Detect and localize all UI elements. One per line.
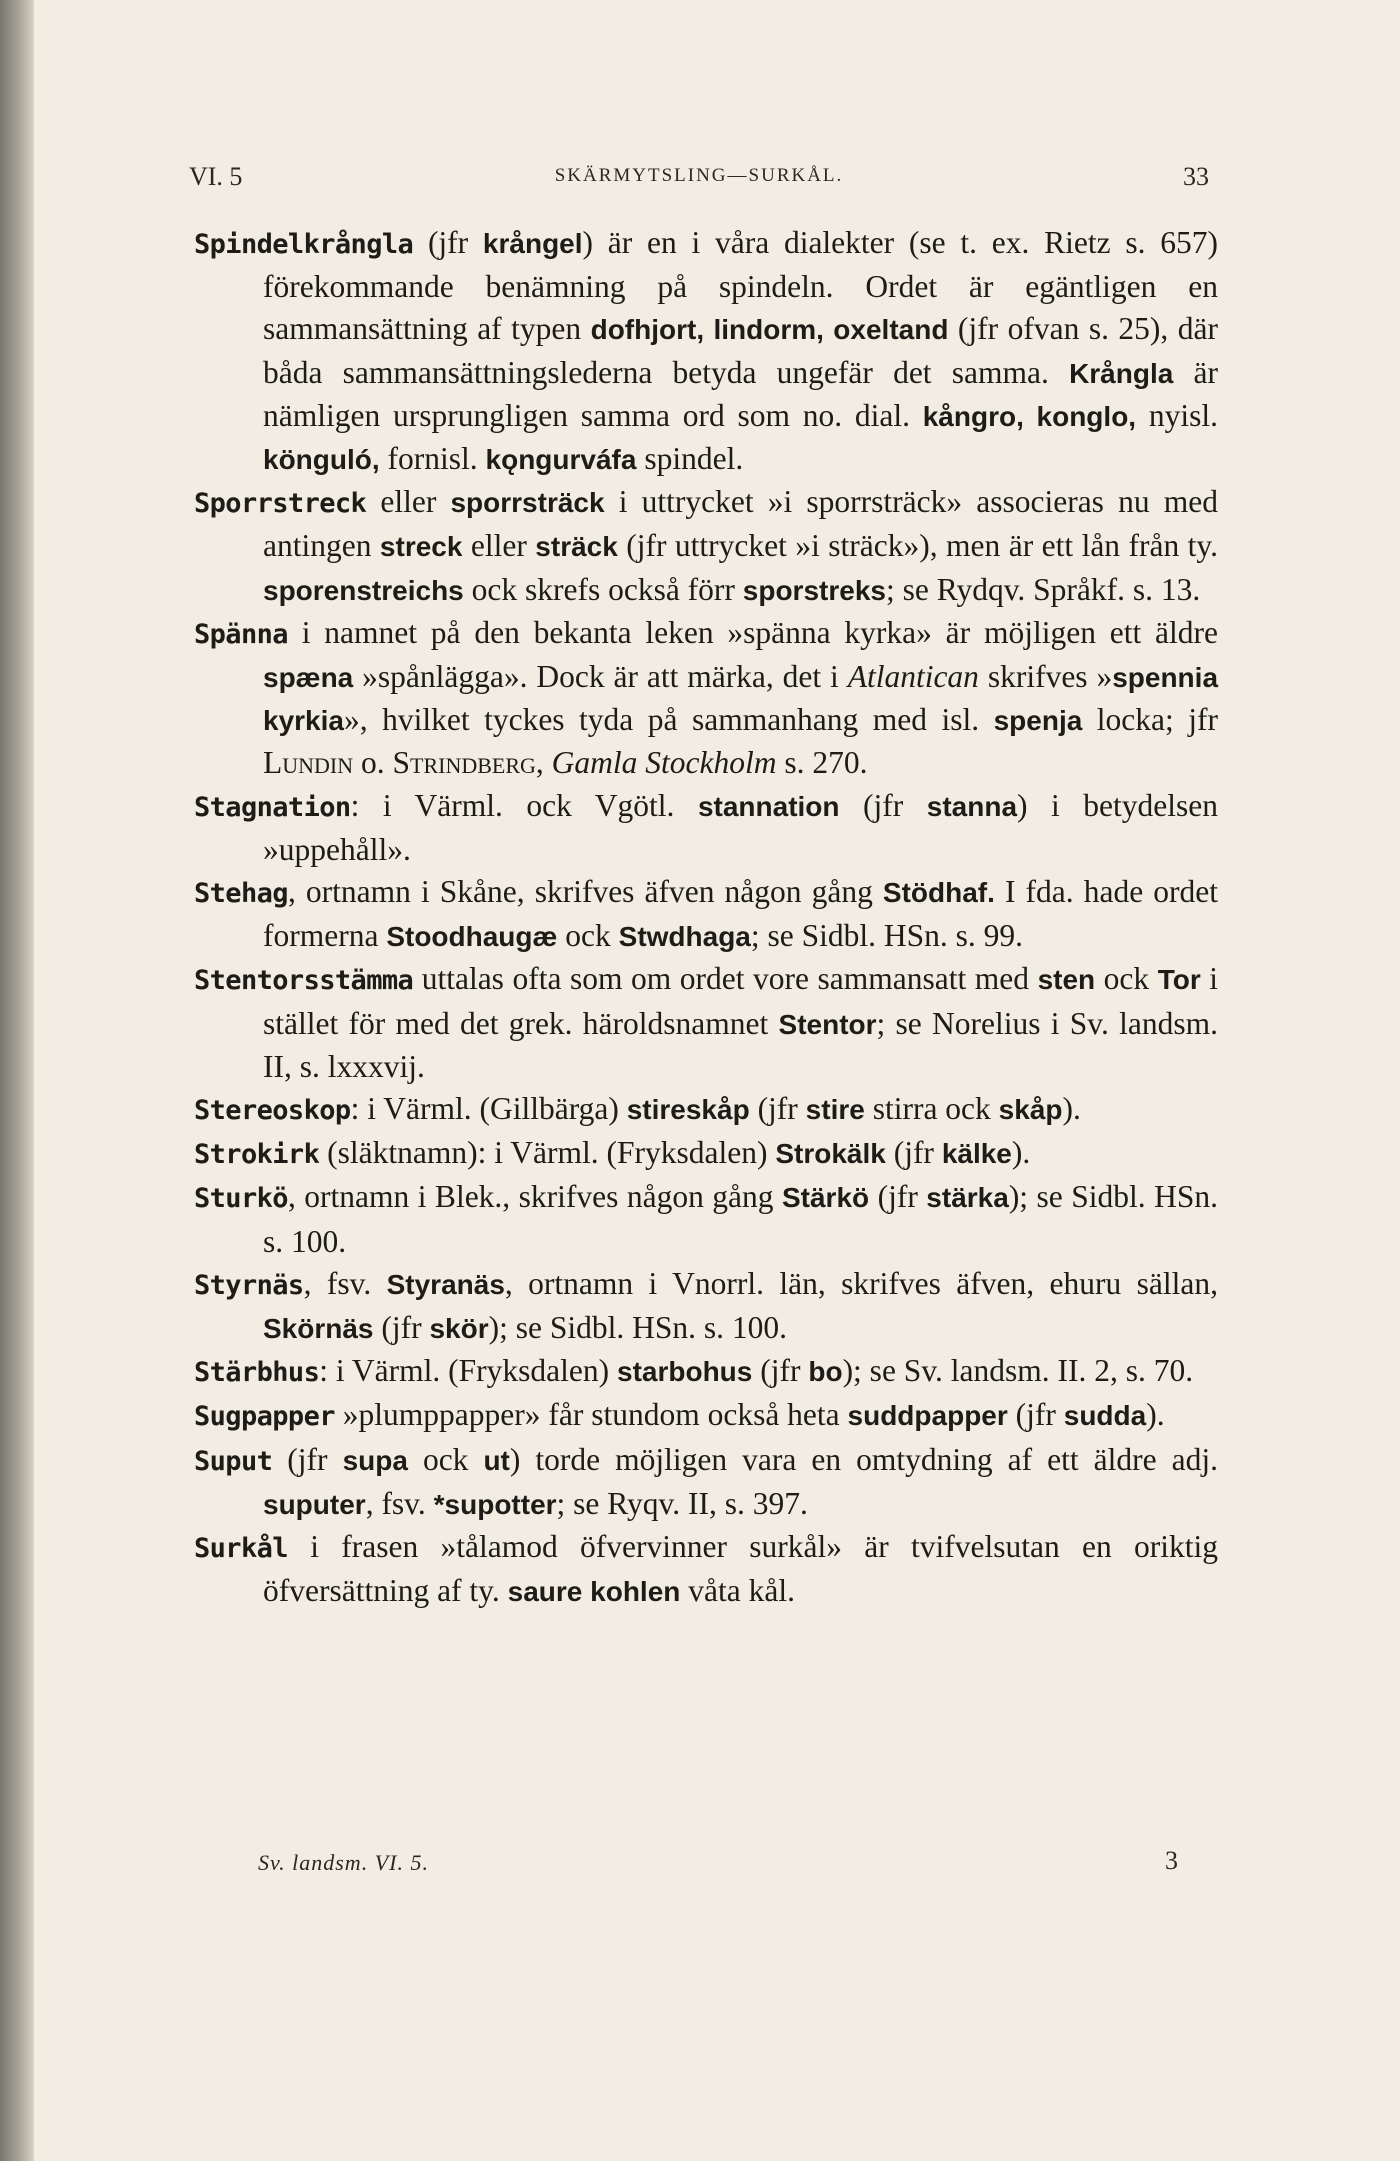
entry-text: ). [1011, 1135, 1031, 1171]
entry-text: fornisl. [379, 441, 486, 477]
cited-form: stireskåp [626, 1094, 750, 1126]
entry-text: », hvilket tyckes tyda på sammanhang med isl. [343, 702, 994, 738]
entry-text: , fsv. [365, 1485, 434, 1521]
running-header [189, 162, 1209, 202]
cited-form: sporrsträck [450, 487, 605, 519]
cited-form: starbohus [617, 1356, 753, 1388]
entry-text: Strindberg [392, 745, 536, 781]
dictionary-entry [194, 785, 1218, 871]
dictionary-entry [194, 612, 1218, 785]
header-title: SKÄRMYTSLING—SURKÅL. [554, 165, 844, 186]
entry-text: : i Värml. (Fryksdalen) [319, 1353, 617, 1389]
cited-form: saure kohlen [507, 1576, 681, 1608]
entry-text: locka; jfr [1082, 702, 1218, 738]
entry-text: i uttrycket »i sporrsträck» associeras nu med antingen [263, 484, 1218, 564]
cited-form: suputer [263, 1488, 366, 1520]
dictionary-entry [194, 1176, 1218, 1262]
cited-form: stanna [926, 790, 1018, 822]
cited-form: sudda [1063, 1400, 1147, 1432]
entry-text: (jfr [885, 1135, 942, 1171]
entry-text: ; se Rydqv. Språkf. s. 13. [885, 571, 1201, 607]
cited-form: Stoodhaugæ [386, 921, 558, 953]
entry-text: ); se Sv. landsm. II. 2, s. 70. [842, 1353, 1194, 1389]
cited-form: spæna [263, 662, 354, 694]
entry-text: , ortnamn i Vnorrl. län, skrifves äfven, ehuru sällan, [504, 1265, 1219, 1301]
cited-form: könguló, [263, 444, 380, 476]
dictionary-entry [194, 1132, 1218, 1176]
entry-text: våta kål. [680, 1573, 795, 1609]
entry-headword: Sporrstreck [194, 488, 367, 520]
entry-text: eller [366, 484, 451, 520]
signature-mark: Sv. landsm. VI. 5. [258, 1850, 429, 1875]
dictionary-entry [194, 222, 1218, 481]
cited-form: supa [342, 1444, 408, 1476]
entry-text: , ortnamn i Skåne, skrifves äfven någon gång [287, 874, 883, 910]
entry-headword: Spänna [194, 618, 288, 650]
cited-form: spennia kyrkia [263, 662, 1219, 737]
entry-text: i stället för med det grek. häroldsnamnet [263, 961, 1218, 1041]
cited-form: skåp [998, 1094, 1063, 1126]
entry-text: ; se Ryqv. II, s. 397. [556, 1485, 808, 1521]
entry-text: (jfr [752, 1353, 809, 1389]
cited-form: Skörnäs [263, 1313, 374, 1345]
entry-text: , [535, 745, 552, 781]
entry-text: är nämligen ursprungligen samma ord som no. dial. [263, 354, 1218, 433]
cited-form: *supotter [433, 1488, 557, 1520]
cited-form: bo [808, 1356, 843, 1388]
entry-text: (jfr [869, 1179, 927, 1215]
entry-headword: Stehag [194, 878, 288, 910]
entry-headword: Sugpapper [194, 1401, 335, 1433]
cited-form: kångro, konglo, [922, 400, 1137, 432]
book-page [34, 0, 1400, 2161]
dictionary-entry [194, 871, 1218, 958]
cited-form: stire [805, 1094, 865, 1126]
dictionary-entry [194, 1394, 1218, 1438]
entry-text: ock [1095, 961, 1158, 997]
entry-text: ock skrefs också förr [463, 571, 743, 607]
entry-headword: Stagnation [194, 791, 351, 823]
book-binding-shadow [0, 0, 34, 2161]
entry-text: , fsv. [303, 1265, 387, 1301]
entry-text: ock [407, 1441, 484, 1477]
entry-headword: Styrnäs [194, 1269, 304, 1301]
page-footer [258, 1846, 1178, 1886]
entry-text: ); se Sidbl. HSn. s. 100. [488, 1310, 788, 1346]
entry-text: Lundin [263, 745, 354, 781]
entry-text: Atlantican [847, 659, 979, 695]
entry-text: ) är en i våra dialekter (se t. ex. Rietz s. 657) förekommande benämning på spindeln. Ordet är egäntligen en sammansättning af typen [263, 225, 1218, 347]
entry-text: spindel. [636, 441, 744, 477]
sheet-number: 3 [1165, 1846, 1178, 1875]
entry-text: I fda. hade ordet formerna [263, 874, 1218, 954]
cited-form: krångel [482, 228, 583, 259]
cited-form: Strokälk [775, 1138, 886, 1170]
cited-form: Krångla [1069, 357, 1174, 389]
entry-text: ; se Sidbl. HSn. s. 99. [750, 918, 1024, 954]
entry-text: uttalas ofta som om ordet vore sammansatt med [413, 961, 1038, 997]
entry-text: ); se Sidbl. HSn. s. 100. [263, 1179, 1218, 1259]
entry-text: (jfr uttrycket »i sträck»), men är ett lån från ty. [617, 528, 1218, 564]
cited-form: skör [429, 1313, 489, 1345]
entry-headword: Spindelkrångla [194, 229, 414, 260]
page-number: 33 [1183, 162, 1209, 191]
entry-text: Gamla Stockholm [551, 745, 777, 781]
cited-form: dofhjort, lindorm, oxeltand [590, 314, 949, 346]
entry-text: »plumppapper» får stundom också heta [334, 1397, 848, 1433]
cited-form: kälke [941, 1138, 1012, 1170]
entry-text: : i Värml. ock Vgötl. [350, 787, 698, 823]
cited-form: stärka [926, 1182, 1009, 1214]
entry-text: , ortnamn i Blek., skrifves någon gång [287, 1179, 782, 1215]
entry-text: ; se Norelius i Sv. landsm. II, s. lxxxvij. [263, 1005, 1218, 1084]
dictionary-entry [194, 1350, 1218, 1394]
entry-text: ) torde möjligen vara en omtydning af ett äldre adj. [509, 1441, 1219, 1477]
entry-headword: Surkål [194, 1533, 288, 1565]
entry-headword: Strokirk [194, 1139, 320, 1171]
dictionary-entry [194, 1439, 1218, 1526]
cited-form: ut [483, 1444, 510, 1476]
dictionary-entry [194, 958, 1218, 1088]
entry-text: ). [1146, 1397, 1165, 1433]
entry-text: ) i betydelsen »uppehåll». [263, 787, 1218, 867]
dictionary-body [194, 222, 1218, 1614]
entry-text: (jfr [1007, 1397, 1064, 1433]
cited-form: Stödhaf. [882, 877, 995, 909]
cited-form: suddpapper [847, 1400, 1008, 1432]
entry-headword: Sturkö [194, 1183, 288, 1215]
entry-text: eller [462, 528, 536, 564]
entry-text: i namnet på den bekanta leken »spänna kyrka» är möjligen ett äldre [287, 614, 1218, 650]
entry-text: o. [353, 745, 393, 781]
entry-text: ock [557, 918, 619, 954]
entry-text: (jfr ofvan s. 25), där båda sammansättningslederna betyda ungefär det samma. [263, 311, 1218, 390]
entry-text: : i Värml. (Gillbärga) [350, 1091, 627, 1127]
entry-text: nyisl. [1136, 397, 1218, 433]
dictionary-entry [194, 1526, 1218, 1613]
entry-text: (släktnamn): i Värml. (Fryksdalen) [319, 1135, 776, 1171]
cited-form: spenja [993, 705, 1083, 737]
entry-headword: Stärbhus [194, 1357, 320, 1389]
entry-text: ). [1062, 1091, 1081, 1127]
entry-text: skrifves » [978, 659, 1113, 695]
cited-form: sporstreks [742, 574, 886, 606]
dictionary-entry [194, 481, 1218, 612]
volume-number: VI. 5 [189, 162, 243, 191]
entry-text: »spånlägga». Dock är att märka, det i [353, 659, 848, 695]
entry-text: i frasen »tålamod öfvervinner surkål» är tvifvelsutan en oriktig öfversättning af ty. [263, 1529, 1218, 1609]
entry-headword: Stereoskop [194, 1095, 351, 1127]
entry-text: stirra ock [864, 1091, 999, 1127]
cited-form: sten [1037, 964, 1096, 996]
cited-form: sporenstreichs [263, 574, 464, 606]
entry-headword: Stentorsstämma [194, 965, 414, 997]
cited-form: Stärkö [781, 1182, 870, 1214]
cited-form: Stwdhaga [618, 921, 751, 953]
cited-form: stannation [697, 790, 840, 822]
cited-form: kǫngurváfa [485, 444, 637, 476]
cited-form: Styranäs [386, 1268, 505, 1300]
entry-headword: Suput [194, 1445, 273, 1477]
entry-text: (jfr [749, 1091, 806, 1127]
dictionary-entry [194, 1088, 1218, 1132]
entry-text: (jfr [413, 225, 483, 260]
entry-text: s. 270. [776, 745, 868, 781]
entry-text: (jfr [272, 1441, 343, 1477]
entry-text: (jfr [839, 787, 927, 823]
cited-form: Stentor [778, 1008, 877, 1040]
cited-form: streck [379, 531, 463, 563]
cited-form: Tor [1157, 964, 1201, 996]
dictionary-entry [194, 1263, 1218, 1350]
entry-text: (jfr [373, 1310, 430, 1346]
cited-form: sträck [535, 531, 618, 563]
